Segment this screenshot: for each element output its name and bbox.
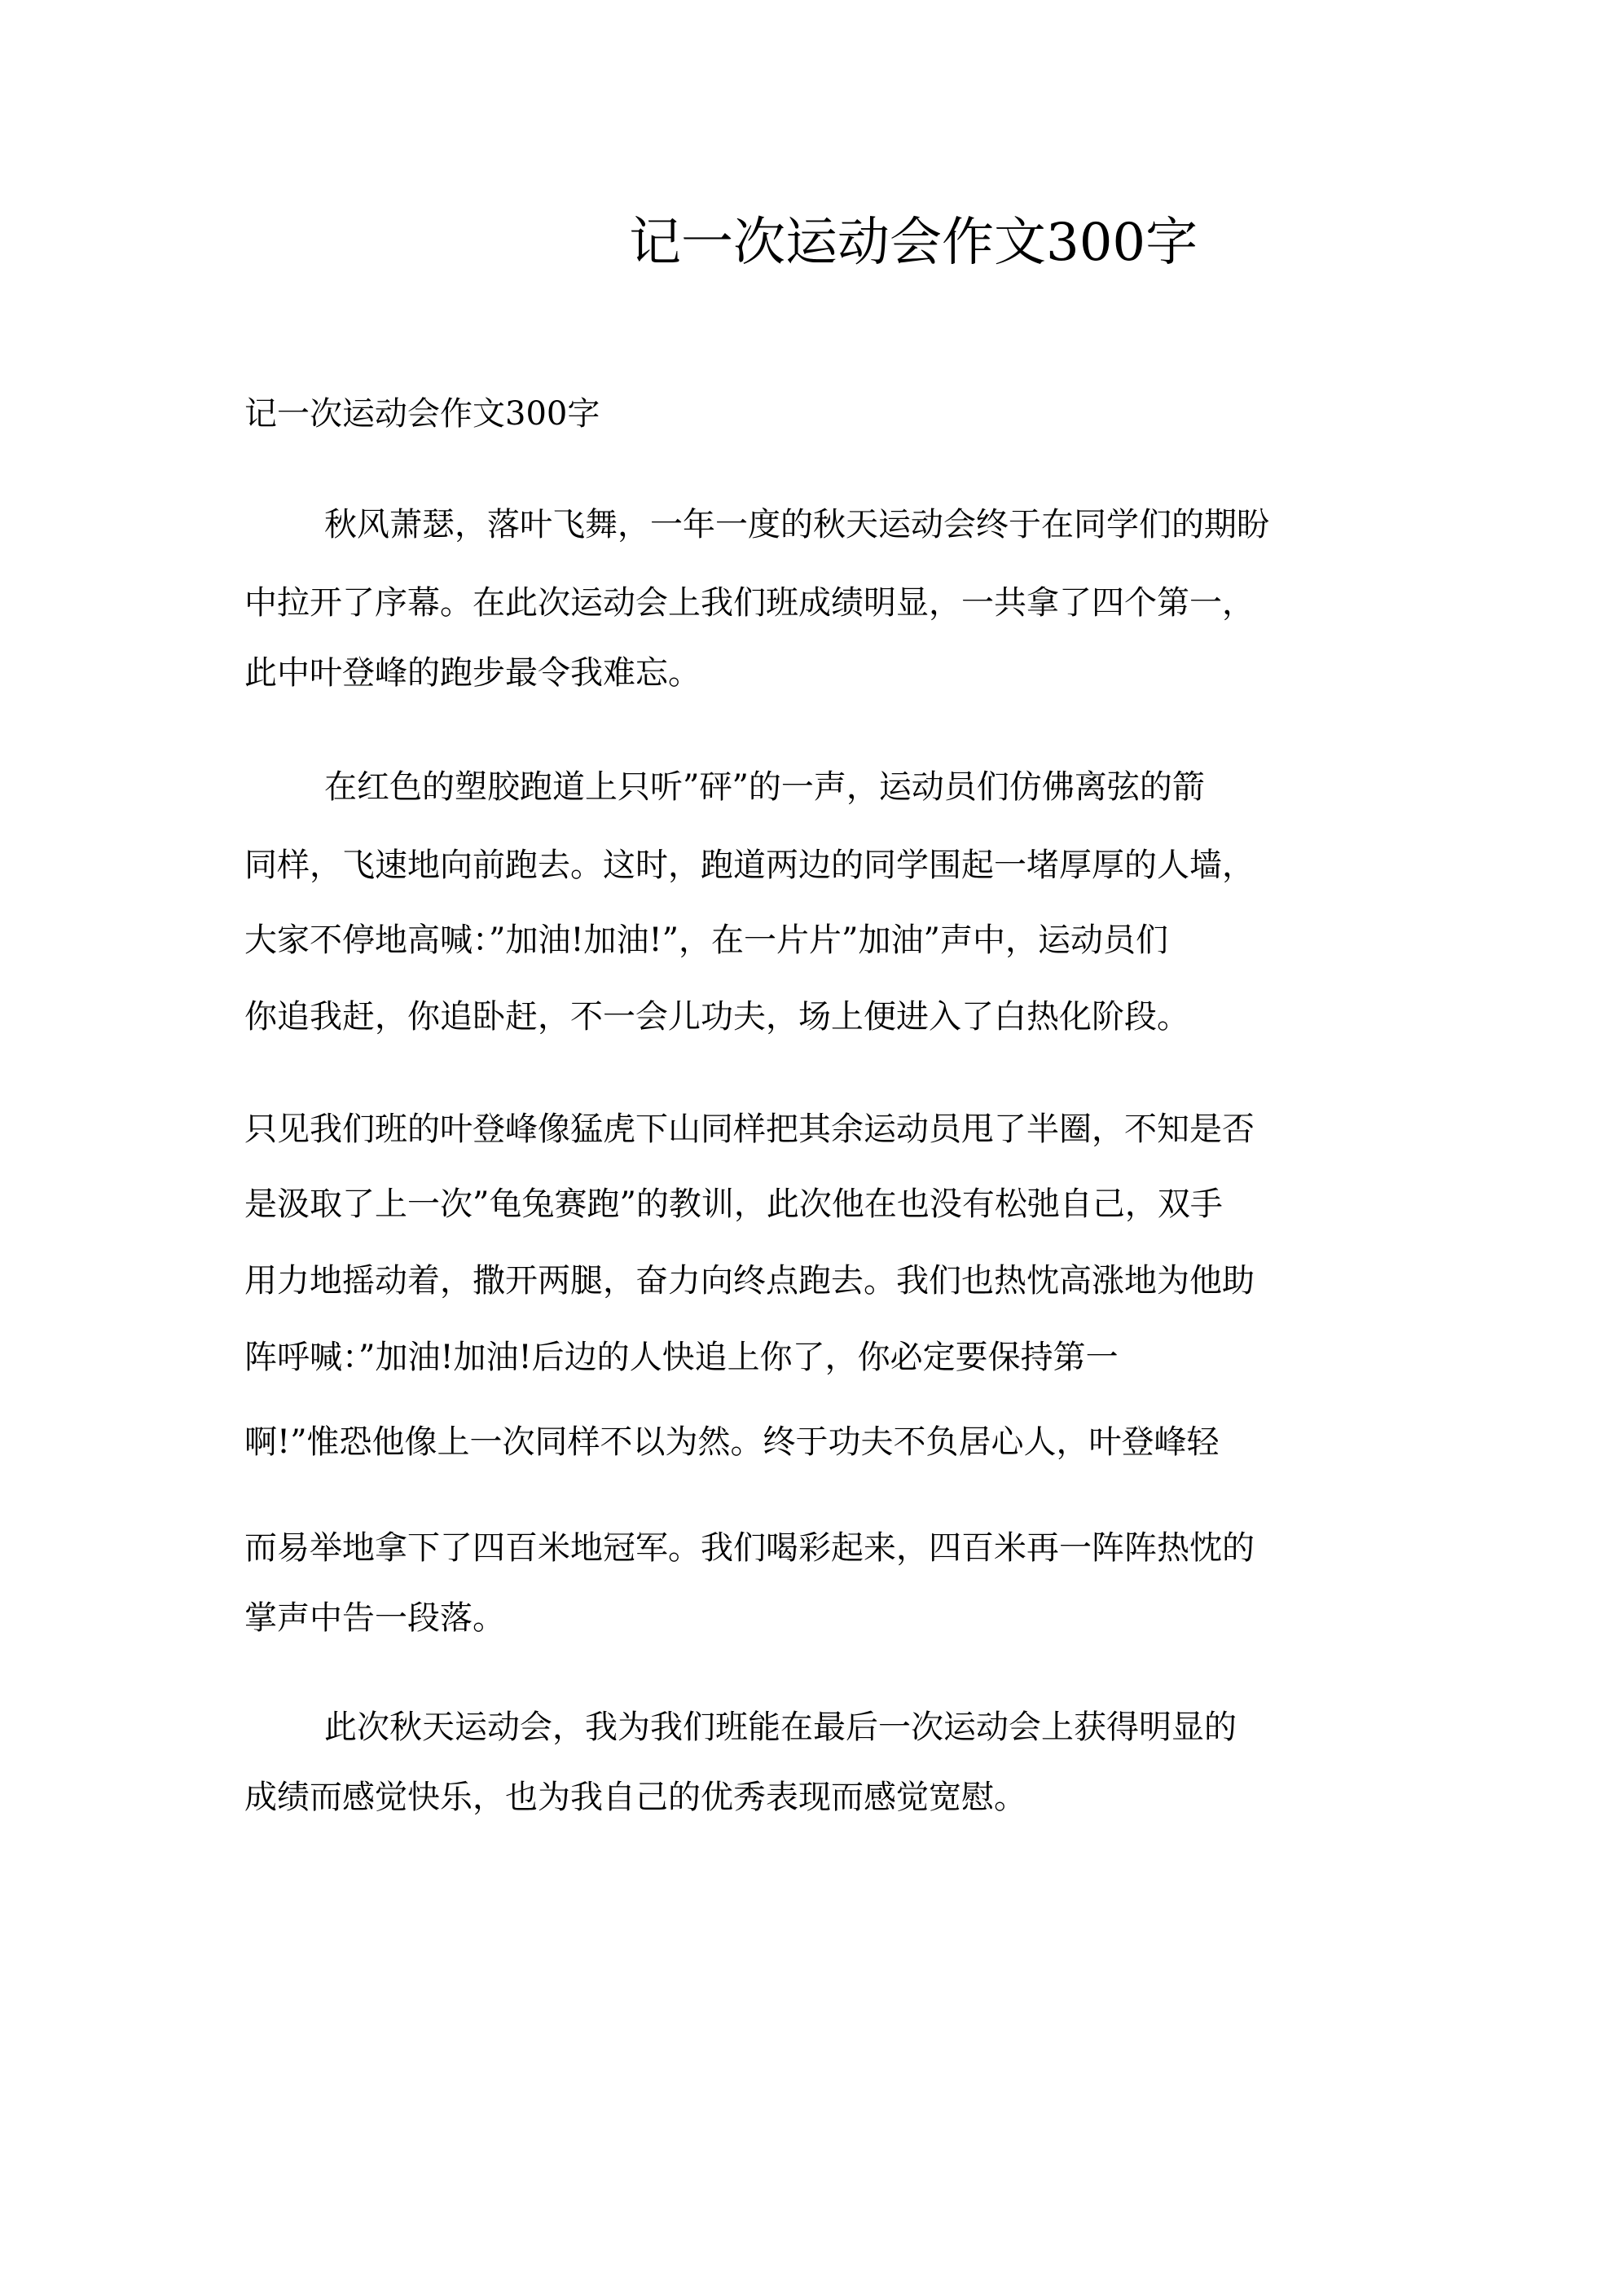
- paragraph-1-line-3: 此中叶登峰的跑步最令我难忘。: [244, 654, 701, 692]
- paragraph-2-line-1: 在红色的塑胶跑道上只听”砰”的一声，运动员们仿佛离弦的箭: [324, 768, 1205, 806]
- paragraph-3-line-7: 掌声中告一段落。: [244, 1599, 505, 1637]
- paragraph-3-line-5: 啊!”惟恐他像上一次同样不以为然。终于功夫不负居心人，叶登峰轻: [244, 1423, 1220, 1461]
- paragraph-4-line-1: 此次秋天运动会，我为我们班能在最后一次运动会上获得明显的: [324, 1709, 1237, 1746]
- paragraph-3-line-3: 用力地摇动着，撒开两腿，奋力向终点跑去。我们也热忱高涨地为他助: [244, 1262, 1255, 1300]
- paragraph-3-line-2: 是汲取了上一次”龟兔赛跑”的教训，此次他在也没有松弛自己，双手: [244, 1185, 1223, 1223]
- paragraph-1-line-1: 秋风萧瑟，落叶飞舞，一年一度的秋天运动会终于在同学们的期盼: [324, 506, 1269, 543]
- paragraph-2-line-2: 同样，飞速地向前跑去。这时，跑道两边的同学围起一堵厚厚的人墙，: [244, 847, 1255, 884]
- paragraph-4-line-2: 成绩而感觉快乐，也为我自己的优秀表现而感觉宽慰。: [244, 1779, 1026, 1816]
- paragraph-3-line-4: 阵呼喊：”加油!加油!后边的人快追上你了，你必定要保持第一: [244, 1339, 1119, 1376]
- paragraph-2-line-4: 你追我赶，你追卧赶，不一会儿功夫，场上便进入了白热化阶段。: [244, 998, 1189, 1036]
- document-subtitle: 记一次运动会作文300字: [244, 395, 600, 433]
- paragraph-3-line-6: 而易举地拿下了四百米地冠军。我们喝彩起来，四百米再一阵阵热忱的: [244, 1529, 1255, 1567]
- paragraph-3-line-1: 只见我们班的叶登峰像猛虎下山同样把其余运动员甩了半圈，不知是否: [244, 1111, 1255, 1148]
- paragraph-1-line-2: 中拉开了序幕。在此次运动会上我们班成绩明显，一共拿了四个第一，: [244, 584, 1255, 622]
- paragraph-2-line-3: 大家不停地高喊：”加油!加油!”，在一片片”加油”声中，运动员们: [244, 921, 1168, 959]
- page-title: 记一次运动会作文300字: [629, 213, 1198, 273]
